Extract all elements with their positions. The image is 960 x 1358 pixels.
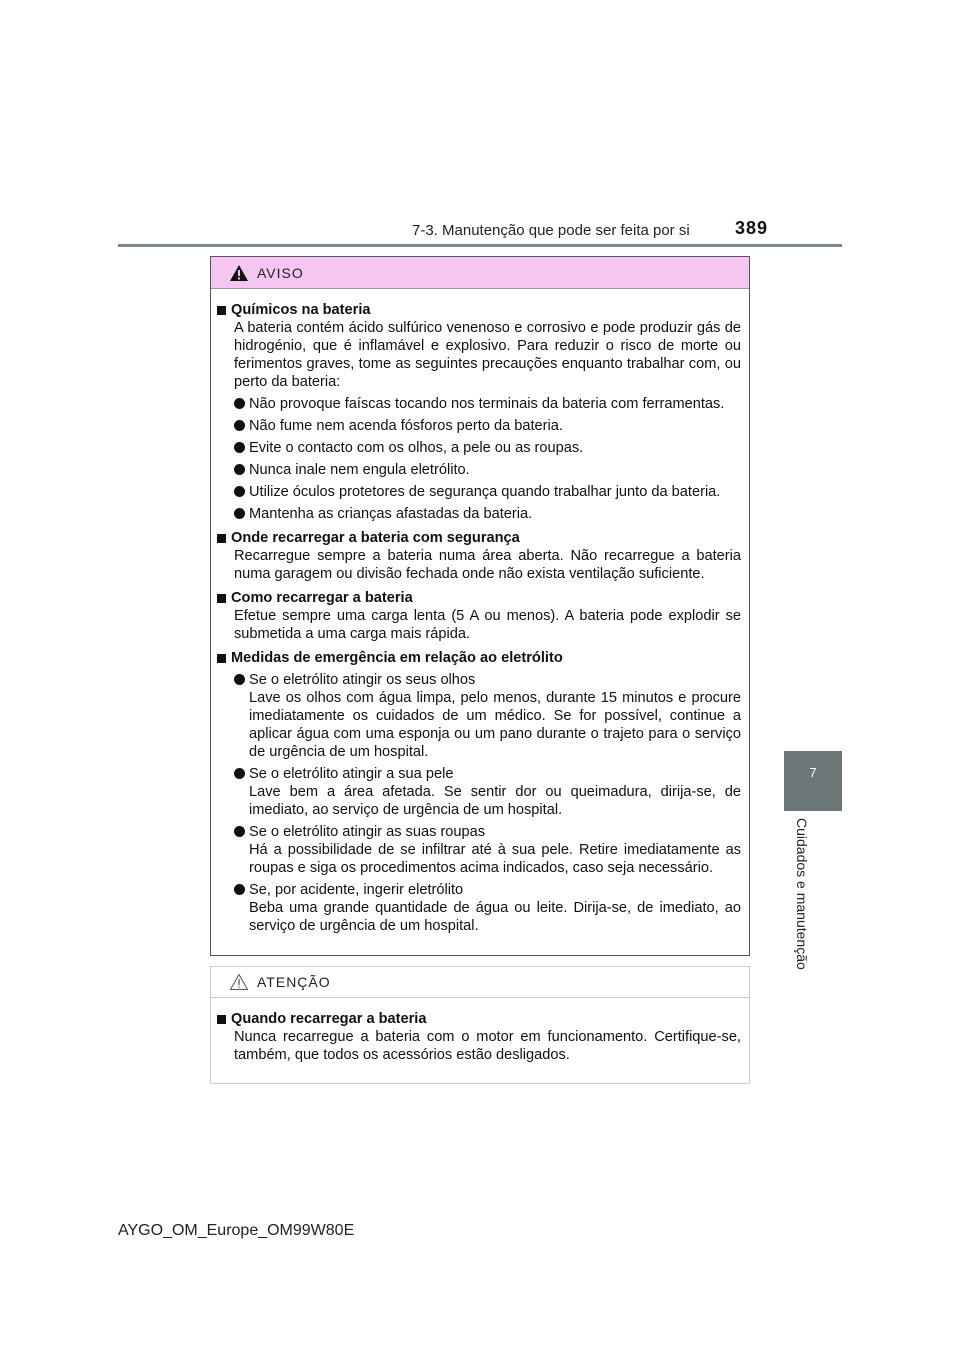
- square-bullet-icon: [217, 654, 226, 663]
- attention-box: [210, 966, 750, 1084]
- attention-header: [211, 967, 749, 998]
- topic-how-charge: [217, 589, 741, 643]
- chapter-title: Cuidados e manutenção: [794, 818, 810, 970]
- topic-title: Onde recarregar a bateria com segurança: [231, 530, 520, 546]
- list-item: Utilize óculos protetores de segurança quando trabalhar junto da bateria.: [234, 483, 741, 501]
- topic-chemicals: [217, 301, 741, 523]
- warning-content: [211, 289, 749, 935]
- topic-title: Quando recarregar a bateria: [231, 1011, 427, 1027]
- chapter-tab: 7: [784, 751, 842, 811]
- topic-title: Químicos na bateria: [231, 302, 371, 318]
- caution-triangle-icon: [229, 973, 249, 991]
- dot-bullet-icon: [234, 464, 245, 475]
- dot-bullet-icon: [234, 442, 245, 453]
- topic-text: A bateria contém ácido sulfúrico venenoso e corrosivo e pode produzir gás de hidrogénio, que é inflamável e explosivo. Para reduzir o risco de morte ou ferimentos graves, tome as seguintes precauções enquanto trabalhar com, ou perto da bateria:: [234, 320, 741, 390]
- section-title: 7-3. Manutenção que pode ser feita por si: [412, 222, 690, 239]
- topic-text: Recarregue sempre a bateria numa área aberta. Não recarregue a bateria numa garagem ou divisão fechada onde não exista ventilação suficiente.: [234, 548, 741, 582]
- topic-title: Medidas de emergência em relação ao eletrólito: [231, 650, 563, 666]
- dot-bullet-icon: [234, 486, 245, 497]
- warning-triangle-icon: [229, 264, 249, 282]
- square-bullet-icon: [217, 534, 226, 543]
- list-item: Não provoque faíscas tocando nos terminais da bateria com ferramentas.: [234, 395, 741, 413]
- warning-header: [211, 257, 749, 289]
- header-rule: [118, 244, 842, 247]
- attention-title: ATENÇÃO: [257, 974, 331, 990]
- warning-box: [210, 256, 750, 956]
- topic-title: Como recarregar a bateria: [231, 590, 413, 606]
- dot-bullet-icon: [234, 508, 245, 519]
- list-item: Se o eletrólito atingir os seus olhos Lave os olhos com água limpa, pelo menos, durante 15 minutos e procure imediatamente os cuidados de um médico. Se for possível, continue a aplicar água com uma esponja ou um pano durante o trajeto para o serviço de urgência de um hospital.: [234, 671, 741, 761]
- warning-title: AVISO: [257, 264, 304, 281]
- list-item: Nunca inale nem engula eletrólito.: [234, 461, 741, 479]
- list-item: Se, por acidente, ingerir eletrólito Beba uma grande quantidade de água ou leite. Dirija-se, de imediato, ao serviço de urgência de um hospital.: [234, 881, 741, 935]
- dot-bullet-icon: [234, 398, 245, 409]
- list-item: Evite o contacto com os olhos, a pele ou as roupas.: [234, 439, 741, 457]
- document-code: AYGO_OM_Europe_OM99W80E: [118, 1222, 355, 1239]
- list-item: Se o eletrólito atingir a sua pele Lave bem a área afetada. Se sentir dor ou queimadura, dirija-se, de imediato, ao serviço de urgência de um hospital.: [234, 765, 741, 819]
- topic-where-charge: [217, 529, 741, 583]
- dot-bullet-icon: [234, 884, 245, 895]
- square-bullet-icon: [217, 1015, 226, 1024]
- dot-bullet-icon: [234, 420, 245, 431]
- topic-text: Efetue sempre uma carga lenta (5 A ou menos). A bateria pode explodir se submetida a uma carga mais rápida.: [234, 608, 741, 642]
- attention-content: [211, 998, 749, 1064]
- list-item: Se o eletrólito atingir as suas roupas Há a possibilidade de se infiltrar até à sua pele. Retire imediatamente as roupas e siga os procedimentos acima indicados, caso seja necessário.: [234, 823, 741, 877]
- dot-bullet-icon: [234, 768, 245, 779]
- square-bullet-icon: [217, 306, 226, 315]
- list-item: Não fume nem acenda fósforos perto da bateria.: [234, 417, 741, 435]
- list-item: Mantenha as crianças afastadas da bateria.: [234, 505, 741, 523]
- dot-bullet-icon: [234, 674, 245, 685]
- page-number: 389: [735, 218, 769, 238]
- dot-bullet-icon: [234, 826, 245, 837]
- topic-text: Nunca recarregue a bateria com o motor em funcionamento. Certifique-se, também, que todos os acessórios estão desligados.: [234, 1029, 741, 1063]
- square-bullet-icon: [217, 594, 226, 603]
- topic-emergency: [217, 649, 741, 935]
